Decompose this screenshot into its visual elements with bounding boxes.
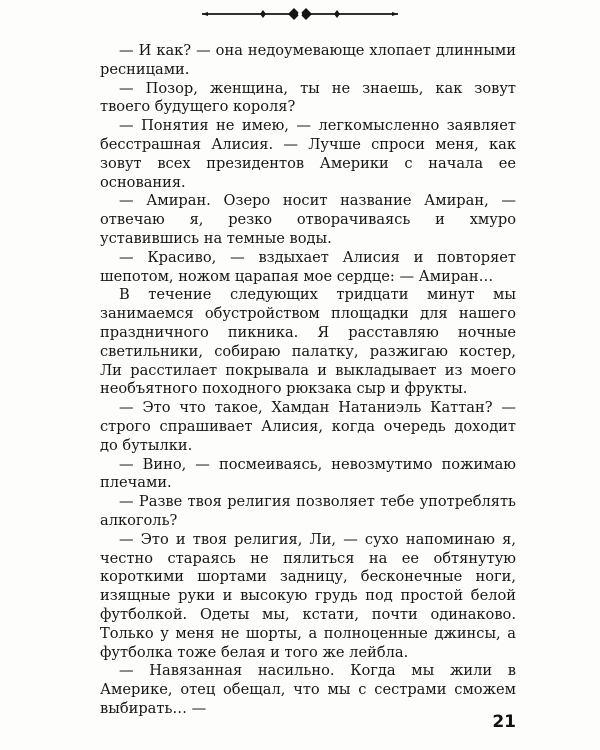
paragraph: — И как? — она недоумевающе хлопает длинными ресницами.	[100, 42, 516, 78]
page-number: 21	[492, 712, 516, 732]
paragraph: — Разве твоя религия позволяет тебе употреблять алкоголь?	[100, 493, 516, 529]
paragraph: — Вино, — посмеиваясь, невозмутимо пожимаю плечами.	[100, 455, 516, 492]
body-text	[100, 42, 516, 719]
paragraph: — Навязанная насильно. Когда мы жили в Америке, отец обещал, что мы с сестрами сможем выбирать… —	[100, 662, 516, 717]
paragraph: — Красиво, — вздыхает Алисия и повторяет шепотом, ножом царапая мое сердце: — Амиран…	[100, 248, 516, 285]
paragraph: — Это и твоя религия, Ли, — сухо напоминаю я, честно стараясь не пялиться на ее обтянутую короткими шортами задницу, бесконечные ноги, изящные руки и высокую грудь под простой белой футболкой. Одеты мы, кстати, почти одинаково. Только у меня не шорты, а полноценные джинсы, а футболка тоже белая и того же лейбла.	[100, 530, 516, 661]
paragraph: — Позор, женщина, ты не знаешь, как зовут твоего будущего короля?	[100, 79, 516, 116]
paragraph: — Понятия не имею, — легкомысленно заявляет бесстрашная Алисия. — Лучше спроси меня, как зовут всех президентов Америки с начала ее основания.	[100, 117, 516, 191]
paragraph: — Амиран. Озеро носит название Амиран, — отвечаю я, резко отворачиваясь и хмуро уставившись на темные воды.	[100, 192, 516, 247]
paragraph: В течение следующих тридцати минут мы занимаемся обустройством площадки для нашего праздничного пикника. Я расставляю ночные светильники, собираю палатку, разжигаю костер, Ли расстилает покрывала и выкладывает из моего необъятного походного рюкзака сыр и фрукты.	[100, 286, 516, 398]
paragraph: — Это что такое, Хамдан Натаниэль Каттан? — строго спрашивает Алисия, когда очередь доходит до бутылки.	[100, 399, 516, 454]
ornament-divider-icon	[200, 4, 400, 22]
